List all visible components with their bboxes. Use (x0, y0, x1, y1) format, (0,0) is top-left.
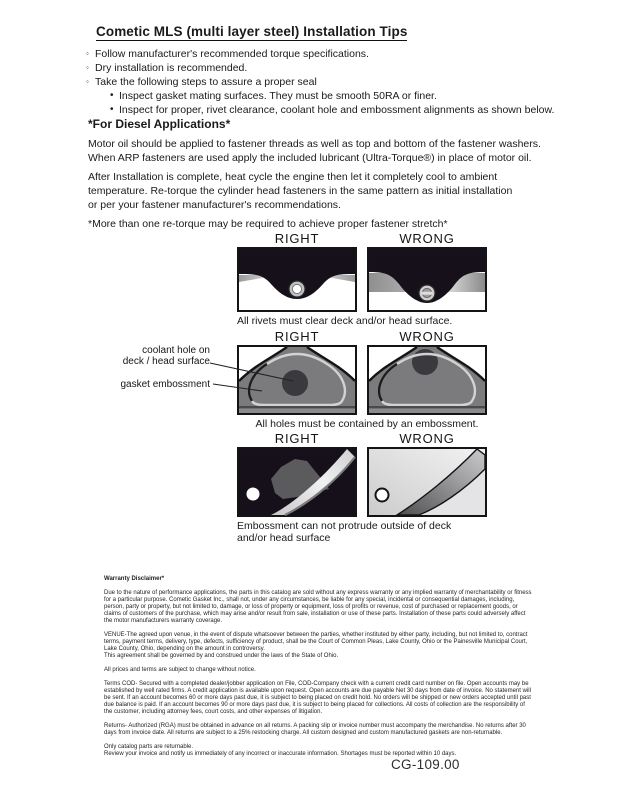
legal-heading: Warranty Disclaimer* (104, 576, 165, 582)
page-code: CG-109.00 (391, 757, 460, 772)
list-item-text: Inspect for proper, rivet clearance, coolant hole and embossment alignments as shown below. (119, 104, 555, 116)
list-item (86, 61, 556, 75)
section-heading: *For Diesel Applications* (88, 117, 231, 131)
holes-caption: All holes must be contained by an embossment. (255, 418, 479, 430)
list-item-text: Follow manufacturer's recommended torque specifications. (95, 48, 369, 60)
review-invoice-line: Review your invoice and notify us immediately of any incorrect or inaccurate information. Shortages must be reported within 10 days. (104, 751, 457, 757)
leader-lines (204, 356, 304, 398)
circle-bullet-icon: ◦ (86, 49, 89, 58)
paragraph-line: When ARP fasteners are used apply the included lubricant (Ultra-Torque®) in place of motor oil. (88, 152, 532, 164)
paragraph (88, 137, 548, 165)
paragraph-line: Motor oil should be applied to fastener threads as well as top and bottom of the fastener washers. (88, 138, 541, 150)
coolant-leader-line (210, 363, 293, 381)
catalog-parts-line: Only catalog parts are returnable. (104, 744, 194, 750)
warranty-paragraph: Due to the nature of performance applications, the parts in this catalog are sold without any express warranty or any implied warranty of merchantability or fitness for a particular purpose. Cometic Gasket Inc., shall not, under any circumstances, be liable for any special, incidental or consequential damages, including, person, party or property, but not limited to, damage, or loss of property or equipment, loss of profits or revenue, cost of purchased or replacement goods, or claims of customers of the purchase, which may arise and/or result from sale, installation or use of these parts. Installation of these parts could adversely affect the motor manufacturers warranty coverage. (104, 590, 532, 624)
coolant-hole-label: coolant hole on deck / head surface (122, 345, 210, 367)
paragraph-line: or per your fastener manufacturer's recommendations. (88, 199, 341, 211)
page-title: Cometic MLS (multi layer steel) Installation Tips (96, 24, 408, 39)
wrong-label: WRONG (399, 231, 455, 246)
venue-governing-law: This agreement shall be governed by and construed under the laws of the State of Ohio. (104, 653, 339, 659)
wrong-label: WRONG (399, 431, 455, 446)
list-item-text: Take the following steps to assure a proper seal (95, 76, 317, 88)
right-label: RIGHT (274, 329, 320, 344)
right-label: RIGHT (274, 231, 320, 246)
list-item-text: Dry installation is recommended. (95, 62, 248, 74)
dot-bullet-icon: • (110, 104, 114, 115)
rivet-wrong-figure (367, 247, 487, 312)
circle-bullet-icon: ◦ (86, 77, 89, 86)
protrusion-wrong-figure (367, 447, 487, 517)
dot-bullet-icon: • (110, 90, 114, 101)
coolant-wrong-figure (367, 345, 487, 415)
list-item-text: Inspect gasket mating surfaces. They must be smooth 50RA or finer. (119, 90, 437, 102)
retorque-note: *More than one re-torque may be required to achieve proper fastener stretch* (88, 218, 448, 230)
wrong-label: WRONG (399, 329, 455, 344)
protrusion-right-figure (237, 447, 357, 517)
paragraph-line: After Installation is complete, heat cycle the engine then let it completely cool to ambient (88, 171, 498, 183)
rivet-clearance-diagram (237, 231, 497, 327)
embossment-caption: Embossment can not protrude outside of deck and/or head surface (237, 520, 452, 544)
venue-paragraph: VENUE-The agreed upon venue, in the event of dispute whatsoever between the parties, whether instituted by either party, including, but not limited to, contract terms, payment terms, delivery, type, defects, sufficiency of product, shall be the Court of Common Pleas, Lake County, Ohio or the Painesville Municipal Court, Lake County, Ohio, depending on the amount in controversy. (104, 632, 528, 652)
paragraph (88, 170, 548, 212)
list-item (86, 47, 556, 61)
list-item (86, 75, 556, 89)
rivet-right-figure (237, 247, 357, 312)
returns-paragraph: Returns- Authorized (RGA) must be obtained in advance on all returns. A packing slip or invoice number must accompany the merchandise. No returns after 30 days from invoice date. All returns are subject to a 25% restocking charge. All custom designed and custom manufactured gaskets are non-returnable. (104, 723, 526, 736)
right-label: RIGHT (274, 431, 320, 446)
terms-paragraph: Terms COD- Secured with a completed dealer/jobber application on File, COD-Company check with a current credit card number on file. Open accounts may be established by well rated firms. A credit application is available upon request. Open accounts are due payable Net 30 days from date of invoice. No statement will be sent. If an account becomes 60 or more days past due, it is subject to being placed on credit hold. No orders will be shipped or new orders accepted until past due balance is paid. If an account becomes 90 or more days past due, it is subject to being placed for collections. All costs of collection are the responsibility of the customer, including attorney fees, court costs, and other expenses of litigation. (104, 681, 531, 715)
embossment-protrusion-diagram (237, 431, 497, 544)
sub-list-item (86, 89, 556, 103)
warranty-disclaimer-section (104, 576, 532, 765)
circle-bullet-icon: ◦ (86, 63, 89, 72)
embossment-leader-line (213, 384, 262, 391)
rivet-caption: All rivets must clear deck and/or head surface. (237, 315, 453, 327)
gasket-embossment-label: gasket embossment (120, 379, 210, 390)
prices-paragraph: All prices and terms are subject to change without notice. (104, 667, 256, 673)
installation-tips-list (86, 47, 556, 117)
diesel-applications-section (88, 117, 548, 236)
paragraph-line: temperature. Re-torque the cylinder head fasteners in the same pattern as initial installation (88, 185, 513, 197)
sub-list-item (86, 103, 556, 117)
